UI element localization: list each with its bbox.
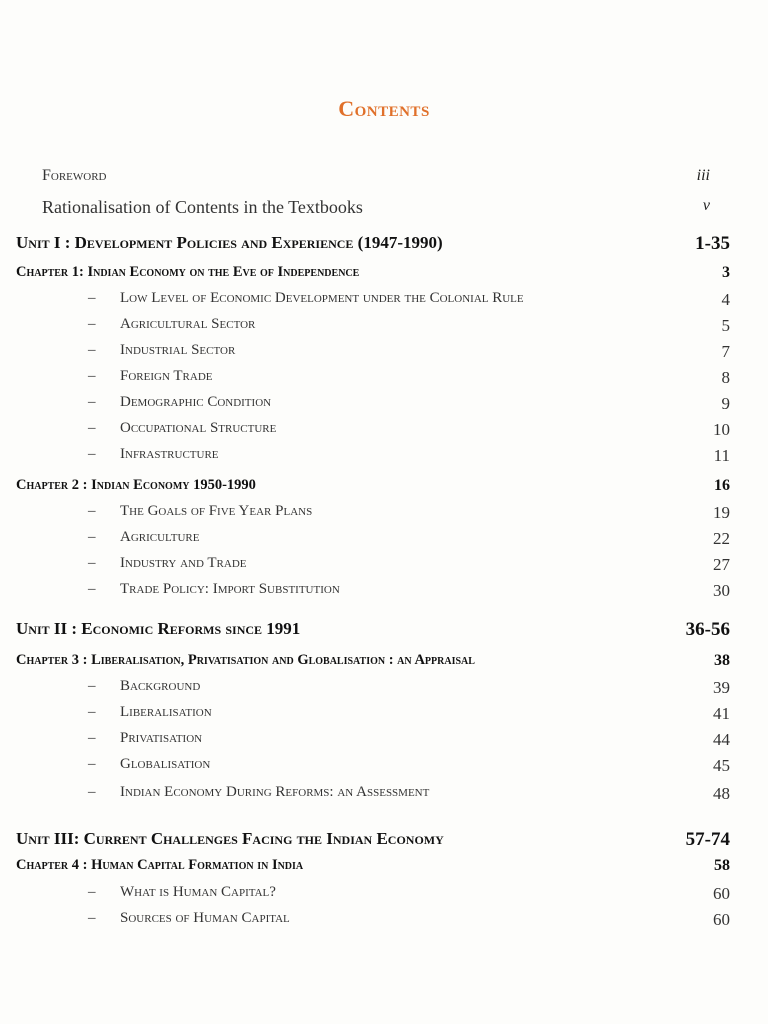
list-dash: –	[88, 581, 96, 597]
section-title: Agriculture	[120, 529, 200, 545]
section-page: 44	[713, 730, 730, 749]
list-dash: –	[88, 784, 96, 800]
toc-entry-page: v	[702, 197, 710, 214]
toc-section[interactable]	[0, 420, 768, 446]
section-page: 39	[713, 678, 730, 697]
toc-unit-2[interactable]	[0, 619, 768, 645]
section-page: 11	[713, 446, 730, 465]
toc-section[interactable]	[0, 316, 768, 342]
section-title: Liberalisation	[120, 704, 212, 720]
unit-pages: 36-56	[685, 619, 730, 640]
toc-section[interactable]	[0, 678, 768, 704]
section-title: The Goals of Five Year Plans	[120, 503, 313, 519]
section-page: 60	[713, 884, 730, 903]
section-page: 41	[713, 704, 730, 723]
toc-section[interactable]	[0, 756, 768, 782]
toc-section[interactable]	[0, 290, 768, 316]
toc-unit-1[interactable]	[0, 233, 768, 259]
toc-entry-foreword[interactable]	[0, 167, 768, 193]
list-dash: –	[88, 756, 96, 772]
section-title: What is Human Capital?	[120, 884, 276, 900]
toc-section[interactable]	[0, 342, 768, 368]
section-title: Industrial Sector	[120, 342, 236, 358]
section-page: 4	[721, 290, 730, 309]
toc-section[interactable]	[0, 368, 768, 394]
chapter-title: Chapter 4 : Human Capital Formation in India	[16, 857, 304, 873]
toc-chapter-1[interactable]	[0, 264, 768, 290]
section-page: 19	[713, 503, 730, 522]
toc-section[interactable]	[0, 555, 768, 581]
list-dash: –	[88, 290, 96, 306]
section-title: Indian Economy During Reforms: an Assessment	[120, 784, 430, 800]
toc-section[interactable]	[0, 784, 768, 810]
toc-section[interactable]	[0, 910, 768, 936]
section-page: 45	[713, 756, 730, 775]
section-title: Background	[120, 678, 201, 694]
chapter-title: Chapter 1: Indian Economy on the Eve of Independence	[16, 264, 360, 280]
chapter-page: 58	[714, 857, 730, 874]
unit-title: Unit II : Economic Reforms since 1991	[16, 619, 301, 638]
list-dash: –	[88, 529, 96, 545]
list-dash: –	[88, 503, 96, 519]
toc-section[interactable]	[0, 446, 768, 472]
toc-entry-page: iii	[696, 167, 710, 184]
section-page: 30	[713, 581, 730, 600]
toc-section[interactable]	[0, 730, 768, 756]
section-title: Trade Policy: Import Substitution	[120, 581, 340, 597]
chapter-title: Chapter 3 : Liberalisation, Privatisation and Globalisation : an Appraisal	[16, 652, 475, 668]
toc-section[interactable]	[0, 704, 768, 730]
toc-section[interactable]	[0, 581, 768, 607]
unit-pages: 57-74	[685, 829, 730, 850]
list-dash: –	[88, 368, 96, 384]
section-title: Occupational Structure	[120, 420, 277, 436]
list-dash: –	[88, 704, 96, 720]
section-page: 8	[721, 368, 730, 387]
toc-section[interactable]	[0, 394, 768, 420]
unit-pages: 1-35	[695, 233, 730, 254]
toc-entry-rationalisation[interactable]	[0, 197, 768, 223]
toc-entry-label: Foreword	[42, 167, 107, 184]
section-page: 48	[713, 784, 730, 803]
section-page: 22	[713, 529, 730, 548]
section-page: 27	[713, 555, 730, 574]
toc-section[interactable]	[0, 884, 768, 910]
unit-title: Unit I : Development Policies and Experience (1947-1990)	[16, 233, 443, 252]
section-title: Globalisation	[120, 756, 211, 772]
section-page: 10	[713, 420, 730, 439]
section-title: Agricultural Sector	[120, 316, 256, 332]
chapter-page: 3	[722, 264, 730, 281]
list-dash: –	[88, 446, 96, 462]
section-title: Demographic Condition	[120, 394, 272, 410]
page-title: Contents	[338, 96, 430, 121]
toc-chapter-2[interactable]	[0, 477, 768, 503]
section-page: 5	[721, 316, 730, 335]
toc-unit-3[interactable]	[0, 829, 768, 855]
toc-chapter-4[interactable]	[0, 857, 768, 883]
toc-entry-label: Rationalisation of Contents in the Textbooks	[42, 197, 363, 217]
section-page: 60	[713, 910, 730, 929]
section-title: Sources of Human Capital	[120, 910, 290, 926]
section-title: Privatisation	[120, 730, 203, 746]
list-dash: –	[88, 678, 96, 694]
section-title: Industry and Trade	[120, 555, 247, 571]
section-page: 7	[721, 342, 730, 361]
toc-section[interactable]	[0, 529, 768, 555]
list-dash: –	[88, 730, 96, 746]
toc-chapter-3[interactable]	[0, 652, 768, 678]
section-title: Low Level of Economic Development under the Colonial Rule	[120, 290, 524, 306]
chapter-page: 16	[714, 477, 730, 494]
list-dash: –	[88, 884, 96, 900]
section-title: Infrastructure	[120, 446, 219, 462]
toc-section[interactable]	[0, 503, 768, 529]
chapter-title: Chapter 2 : Indian Economy 1950-1990	[16, 477, 256, 493]
list-dash: –	[88, 342, 96, 358]
section-page: 9	[721, 394, 730, 413]
section-title: Foreign Trade	[120, 368, 213, 384]
list-dash: –	[88, 316, 96, 332]
list-dash: –	[88, 910, 96, 926]
list-dash: –	[88, 420, 96, 436]
unit-title: Unit III: Current Challenges Facing the Indian Economy	[16, 829, 444, 848]
chapter-page: 38	[714, 652, 730, 669]
list-dash: –	[88, 394, 96, 410]
list-dash: –	[88, 555, 96, 571]
